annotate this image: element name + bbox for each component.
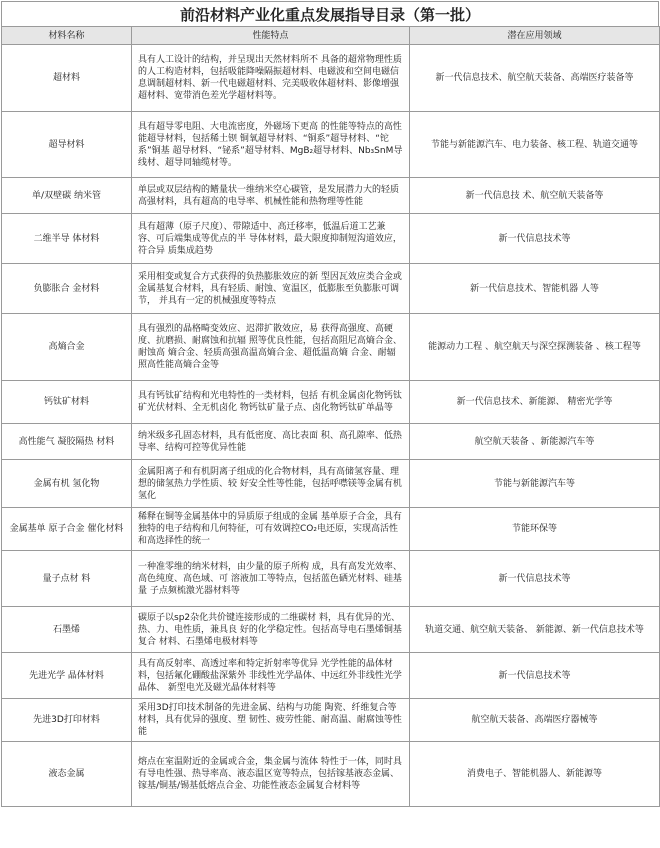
material-name-cell: 高性能气 凝胶隔热 材料 [2, 424, 132, 460]
table-row [2, 508, 660, 551]
applications-cell: 新一代信息技术等 [410, 653, 660, 699]
table-row [2, 178, 660, 214]
table-row [2, 214, 660, 264]
material-name-cell: 金属基单 原子合金 催化材料 [2, 508, 132, 551]
table-row [2, 551, 660, 607]
document-title: 前沿材料产业化重点发展指导目录（第一批） [1, 1, 659, 26]
features-cell: 具有钙钛矿结构和光电特性的一类材料，包括 有机金属卤化物钙钛矿光伏材料、全无机卤化 物钙钛矿量子点、卤化物钙钛矿单晶等 [132, 381, 410, 424]
features-cell: 具有高反射率、高透过率和特定折射率等优异 光学性能的晶体材料，包括氟化硼酸盐深紫外 非线性光学晶体、中远红外非线性光学晶体、 新型电光及磁光晶体材料等 [132, 653, 410, 699]
features-cell: 采用3D打印技术制备的先进金属、结构与功能 陶瓷、纤维复合等材料，具有优异的强度、塑 韧性、疲劳性能、耐高温、耐腐蚀等性能 [132, 699, 410, 742]
table-row [2, 45, 660, 112]
material-name-cell: 超导材料 [2, 112, 132, 178]
material-name-cell: 先进光学 晶体材料 [2, 653, 132, 699]
materials-table [1, 26, 660, 807]
features-cell: 金属阳离子和有机阴离子组成的化合物材料，具有高储氢容量、理想的储氢热力学性质、较 好安全性等性能，包括呼噤镁等金属有机氢化 [132, 460, 410, 508]
material-name-cell: 石墨烯 [2, 607, 132, 653]
applications-cell: 新一代信息技 术、航空航天装备等 [410, 178, 660, 214]
header-applications: 潜在应用领域 [410, 27, 660, 45]
features-cell: 具有人工设计的结构，并呈现出天然材料所不 具备的超常物理性质的人工构造材料，包括吸能降噪隔振超材料、电磁波和空间电磁信息调制超材料、新一代电磁超材料、完美吸收体超材料、影像增强超材料、宽带消色差光学超材料等。 [132, 45, 410, 112]
features-cell: 纳米级多孔固态材料，具有低密度、高比表面 积、高孔隙率、低热导率、结构可控等优异性能 [132, 424, 410, 460]
table-row [2, 653, 660, 699]
applications-cell: 新一代信息技术、智能机器 人等 [410, 264, 660, 314]
features-cell: 单层或双层结构的鳍量状一维纳米空心碳管，是发展潜力大的轻质高强材料，具有超高的电导率、机械性能和热物理等性能 [132, 178, 410, 214]
table-row [2, 699, 660, 742]
features-cell: 一种准零维的纳米材料，由少量的原子所构 成，具有高发光效率、高色纯度、高色域、可 溶液加工等特点，包括蓝色硒光材料、硅基量 子点频梳激光器材料等 [132, 551, 410, 607]
applications-cell: 能源动力工程 、航空航天与深空探测装备 、核工程等 [410, 314, 660, 381]
applications-cell: 节能与新能源汽车、电力装备、核工程、轨道交通等 [410, 112, 660, 178]
applications-cell: 节能环保等 [410, 508, 660, 551]
material-name-cell: 高熵合金 [2, 314, 132, 381]
catalog-document [1, 1, 659, 846]
features-cell: 具有超导零电阻、大电流密度，外磁场下更高 的性能等特点的高性能超导材料，包括稀土钡 铜氧超导材料、“铜系”超导材料、“铊系”铜基 超导材料、“铋系”超导材料、MgB₂超导材料、Nb₃SnM导线材、超导同轴缆材等。 [132, 112, 410, 178]
material-name-cell: 钙钛矿材料 [2, 381, 132, 424]
applications-cell: 新一代信息技术等 [410, 214, 660, 264]
applications-cell: 消费电子、智能机器人、新能源等 [410, 742, 660, 807]
features-cell: 稀释在铜等金属基体中的异质原子组成的金属 基单原子合金，具有独特的电子结构和几何特征，可有效调控CO₂电还原，实现高活性和高选择性的统一 [132, 508, 410, 551]
features-cell: 具有超薄（原子尺度）、带隙适中、高迁移率，低温后道工艺兼容、可后端集成等优点的半 导体材料，最大限度抑制短沟道效应，符合异 质集成趋势 [132, 214, 410, 264]
material-name-cell: 单/双壁碳 纳米管 [2, 178, 132, 214]
applications-cell: 轨道交通、航空航天装备、 新能源、新一代信息技术等 [410, 607, 660, 653]
table-row [2, 742, 660, 807]
applications-cell: 航空航天装备 、新能源汽车等 [410, 424, 660, 460]
material-name-cell: 金属有机 氢化物 [2, 460, 132, 508]
table-row [2, 264, 660, 314]
table-row [2, 607, 660, 653]
table-header-row [2, 27, 660, 45]
header-features: 性能特点 [132, 27, 410, 45]
features-cell: 熔点在室温附近的金属或合金，集金属与流体 特性于一体，同时具有导电性强、热导率高、液态温区宽等特点，包括镓基液态金属、镓基/铜基/锡基低熔点合金、功能性液态金属复合材料等 [132, 742, 410, 807]
table-row [2, 381, 660, 424]
table-row [2, 424, 660, 460]
applications-cell: 新一代信息技术、新能源、 精密光学等 [410, 381, 660, 424]
material-name-cell: 先进3D打印材料 [2, 699, 132, 742]
material-name-cell: 超材料 [2, 45, 132, 112]
applications-cell: 航空航天装备、高端医疗器械等 [410, 699, 660, 742]
features-cell: 采用相变或复合方式获得的负热膨胀效应的新 型因瓦效应类合金或金属基复合材料，具有轻质、耐蚀、宽温区，低膨胀至负膨胀可调节， 并具有一定的机械强度等特点 [132, 264, 410, 314]
applications-cell: 节能与新能源汽车等 [410, 460, 660, 508]
header-material-name: 材料名称 [2, 27, 132, 45]
features-cell: 碳原子以sp2杂化共价键连接形成的二维碳材 料，具有优异的光、热、力、电性质，兼具良 好的化学稳定性。包括高导电石墨烯铜基复合 材料、石墨烯电极材料等 [132, 607, 410, 653]
table-row [2, 112, 660, 178]
table-row [2, 314, 660, 381]
applications-cell: 新一代信息技术等 [410, 551, 660, 607]
material-name-cell: 负膨胀合 金材料 [2, 264, 132, 314]
table-row [2, 460, 660, 508]
material-name-cell: 液态金属 [2, 742, 132, 807]
material-name-cell: 二维半导 体材料 [2, 214, 132, 264]
features-cell: 具有强烈的晶格畸变效应、迟滞扩散效应，易 获得高强度、高硬度、抗磨损、耐腐蚀和抗辐 照等优良性能，包括高阻尼高熵合金、耐蚀高 熵合金、轻质高强高温高熵合金、超低温高熵 合金、耐辐照高性能高熵合金等 [132, 314, 410, 381]
applications-cell: 新一代信息技术、航空航天装备、高端医疗装备等 [410, 45, 660, 112]
material-name-cell: 量子点材 料 [2, 551, 132, 607]
